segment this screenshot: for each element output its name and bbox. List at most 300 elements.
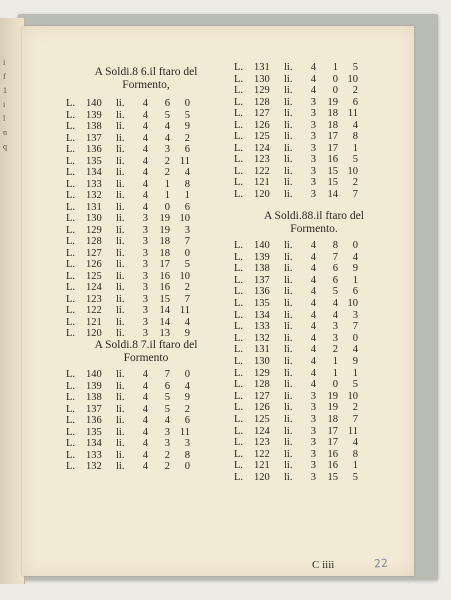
- cell-c: 4: [352, 119, 358, 131]
- cell-a: 4: [142, 201, 148, 213]
- facing-page-fragment: i: [3, 58, 6, 67]
- cell-li: li.: [284, 188, 293, 200]
- cell-a: 4: [310, 85, 316, 96]
- cell-a: 4: [142, 461, 148, 472]
- cell-a: 4: [310, 332, 316, 344]
- cell-num: 137: [86, 132, 102, 144]
- facing-page-fragment: 1: [3, 86, 7, 95]
- cell-l: L.: [234, 414, 244, 425]
- cell-li: li.: [284, 356, 293, 367]
- cell-l: L.: [234, 402, 244, 414]
- cell-b: 14: [159, 316, 170, 328]
- facing-page-fragment: q: [3, 142, 7, 151]
- facing-page-fragment: l: [3, 114, 6, 123]
- cell-b: 1: [332, 367, 338, 379]
- cell-num: 132: [254, 332, 270, 344]
- cell-b: 18: [327, 119, 338, 131]
- cell-b: 2: [332, 344, 338, 356]
- cell-b: 19: [327, 402, 338, 414]
- cell-b: 2: [164, 155, 170, 167]
- cell-li: li.: [116, 305, 125, 316]
- cell-b: 4: [332, 298, 338, 309]
- cell-l: L.: [66, 178, 76, 190]
- cell-num: 131: [254, 62, 270, 73]
- cell-b: 1: [332, 356, 338, 367]
- heading-line: Formento,: [122, 79, 170, 91]
- cell-b: 18: [159, 247, 170, 259]
- cell-b: 13: [159, 328, 170, 339]
- cell-b: 16: [327, 448, 338, 460]
- cell-num: 128: [86, 236, 102, 247]
- cell-li: li.: [116, 213, 125, 224]
- cell-l: L.: [66, 144, 76, 155]
- cell-b: 2: [164, 449, 170, 461]
- cell-li: li.: [116, 449, 125, 461]
- cell-num: 125: [254, 131, 270, 142]
- cell-b: 7: [164, 369, 170, 380]
- cell-a: 4: [310, 309, 316, 321]
- cell-c: 11: [347, 425, 358, 437]
- cell-c: 2: [184, 132, 190, 144]
- cell-l: L.: [66, 236, 76, 247]
- cell-li: li.: [284, 390, 293, 402]
- cell-l: L.: [234, 472, 244, 483]
- cell-l: L.: [234, 437, 244, 449]
- cell-num: 135: [86, 155, 102, 167]
- cell-b: 0: [332, 379, 338, 391]
- cell-a: 4: [142, 178, 148, 190]
- cell-a: 4: [310, 367, 316, 379]
- cell-c: 9: [184, 328, 190, 339]
- cell-num: 135: [254, 298, 270, 309]
- cell-li: li.: [116, 438, 125, 449]
- cell-num: 139: [86, 109, 102, 121]
- cell-l: L.: [66, 403, 76, 415]
- cell-b: 3: [332, 332, 338, 344]
- cell-b: 6: [332, 274, 338, 286]
- cell-l: L.: [234, 390, 244, 402]
- cell-l: L.: [66, 247, 76, 259]
- cell-c: 0: [184, 98, 190, 109]
- cell-num: 134: [254, 309, 270, 321]
- cell-l: L.: [234, 286, 244, 298]
- cell-c: 8: [352, 448, 358, 460]
- cell-c: 0: [352, 332, 358, 344]
- cell-li: li.: [284, 240, 293, 251]
- cell-l: L.: [66, 369, 76, 380]
- heading-soldi-88: [234, 210, 394, 236]
- cell-num: 128: [254, 96, 270, 108]
- cell-a: 4: [310, 240, 316, 251]
- cell-l: L.: [234, 298, 244, 309]
- cell-b: 6: [164, 98, 170, 109]
- cell-c: 5: [184, 259, 190, 270]
- cell-b: 4: [164, 121, 170, 132]
- cell-l: L.: [234, 131, 244, 142]
- cell-num: 125: [86, 270, 102, 282]
- cell-l: L.: [66, 109, 76, 121]
- cell-b: 0: [164, 201, 170, 213]
- cell-li: li.: [116, 190, 125, 201]
- cell-c: 2: [352, 177, 358, 188]
- cell-li: li.: [116, 293, 125, 305]
- cell-c: 8: [184, 449, 190, 461]
- cell-b: 0: [332, 85, 338, 96]
- cell-c: 5: [352, 154, 358, 165]
- cell-a: 4: [142, 426, 148, 438]
- cell-num: 131: [254, 344, 270, 356]
- cell-a: 3: [310, 414, 316, 425]
- cell-num: 128: [254, 379, 270, 391]
- cell-li: li.: [116, 121, 125, 132]
- cell-li: li.: [284, 425, 293, 437]
- cell-l: L.: [66, 282, 76, 293]
- cell-b: 17: [159, 259, 170, 270]
- cell-l: L.: [66, 201, 76, 213]
- cell-b: 1: [164, 190, 170, 201]
- cell-a: 4: [142, 98, 148, 109]
- cell-c: 4: [352, 251, 358, 263]
- cell-num: 138: [254, 263, 270, 275]
- cell-a: 4: [310, 251, 316, 263]
- cell-l: L.: [234, 96, 244, 108]
- cell-b: 2: [164, 167, 170, 178]
- cell-num: 120: [254, 188, 270, 200]
- cell-li: li.: [116, 426, 125, 438]
- cell-li: li.: [284, 344, 293, 356]
- cell-l: L.: [66, 438, 76, 449]
- cell-c: 3: [352, 309, 358, 321]
- cell-l: L.: [234, 108, 244, 119]
- cell-a: 4: [142, 449, 148, 461]
- cell-c: 10: [179, 270, 190, 282]
- cell-l: L.: [234, 274, 244, 286]
- cell-a: 3: [310, 460, 316, 472]
- cell-l: L.: [234, 356, 244, 367]
- cell-b: 8: [332, 240, 338, 251]
- cell-a: 4: [310, 263, 316, 275]
- cell-l: L.: [234, 188, 244, 200]
- cell-a: 3: [310, 188, 316, 200]
- cell-li: li.: [284, 298, 293, 309]
- cell-b: 17: [327, 425, 338, 437]
- cell-c: 2: [352, 85, 358, 96]
- cell-l: L.: [66, 449, 76, 461]
- cell-b: 16: [159, 270, 170, 282]
- cell-a: 4: [142, 438, 148, 449]
- cell-b: 17: [327, 437, 338, 449]
- cell-c: 2: [184, 282, 190, 293]
- cell-b: 7: [332, 251, 338, 263]
- cell-l: L.: [234, 344, 244, 356]
- cell-li: li.: [116, 144, 125, 155]
- cell-li: li.: [284, 367, 293, 379]
- cell-num: 130: [254, 73, 270, 85]
- cell-num: 136: [86, 144, 102, 155]
- cell-l: L.: [66, 415, 76, 426]
- cell-b: 5: [164, 403, 170, 415]
- cell-b: 14: [159, 305, 170, 316]
- cell-c: 5: [352, 379, 358, 391]
- cell-c: 0: [184, 369, 190, 380]
- cell-num: 135: [86, 426, 102, 438]
- cell-a: 3: [310, 154, 316, 165]
- cell-num: 140: [86, 98, 102, 109]
- cell-c: 10: [179, 213, 190, 224]
- cell-b: 3: [332, 321, 338, 333]
- heading-line: A Soldi.8 6.il ftaro del: [94, 66, 198, 78]
- cell-li: li.: [284, 437, 293, 449]
- cell-c: 1: [352, 367, 358, 379]
- cell-c: 10: [347, 73, 358, 85]
- cell-a: 4: [142, 380, 148, 392]
- cell-b: 18: [327, 108, 338, 119]
- cell-l: L.: [66, 259, 76, 270]
- cell-c: 9: [352, 356, 358, 367]
- pencil-folio-number: 22: [373, 556, 389, 571]
- cell-li: li.: [116, 98, 125, 109]
- cell-li: li.: [116, 403, 125, 415]
- cell-a: 4: [310, 73, 316, 85]
- cell-l: L.: [234, 321, 244, 333]
- cell-num: 125: [254, 414, 270, 425]
- cell-num: 129: [254, 367, 270, 379]
- cell-b: 5: [332, 286, 338, 298]
- cell-c: 5: [352, 62, 358, 73]
- cell-a: 3: [310, 96, 316, 108]
- cell-li: li.: [116, 201, 125, 213]
- cell-num: 140: [86, 369, 102, 380]
- cell-num: 126: [86, 259, 102, 270]
- cell-a: 4: [142, 121, 148, 132]
- cell-c: 6: [352, 96, 358, 108]
- cell-a: 4: [142, 109, 148, 121]
- cell-a: 4: [310, 344, 316, 356]
- cell-l: L.: [234, 62, 244, 73]
- cell-num: 122: [254, 448, 270, 460]
- cell-num: 134: [86, 167, 102, 178]
- cell-b: 19: [159, 224, 170, 236]
- cell-b: 16: [327, 460, 338, 472]
- cell-a: 3: [310, 402, 316, 414]
- cell-c: 8: [184, 178, 190, 190]
- cell-c: 6: [184, 201, 190, 213]
- cell-num: 124: [86, 282, 102, 293]
- cell-a: 4: [142, 155, 148, 167]
- heading-soldi-86: [66, 66, 226, 92]
- cell-li: li.: [116, 369, 125, 380]
- cell-c: 7: [352, 321, 358, 333]
- cell-li: li.: [284, 96, 293, 108]
- cell-li: li.: [116, 178, 125, 190]
- cell-l: L.: [234, 425, 244, 437]
- cell-a: 3: [142, 270, 148, 282]
- cell-a: 3: [142, 316, 148, 328]
- cell-l: L.: [234, 460, 244, 472]
- cell-c: 4: [184, 316, 190, 328]
- cell-num: 121: [254, 177, 270, 188]
- cell-li: li.: [116, 155, 125, 167]
- cell-num: 134: [86, 438, 102, 449]
- cell-li: li.: [284, 460, 293, 472]
- cell-li: li.: [116, 247, 125, 259]
- cell-l: L.: [66, 190, 76, 201]
- cell-l: L.: [66, 305, 76, 316]
- cell-num: 133: [86, 178, 102, 190]
- cell-l: L.: [234, 379, 244, 391]
- cell-li: li.: [284, 251, 293, 263]
- cell-l: L.: [234, 240, 244, 251]
- cell-c: 5: [184, 109, 190, 121]
- cell-c: 2: [352, 402, 358, 414]
- cell-num: 127: [86, 247, 102, 259]
- cell-c: 3: [184, 224, 190, 236]
- cell-b: 1: [164, 178, 170, 190]
- cell-li: li.: [284, 379, 293, 391]
- cell-a: 3: [310, 448, 316, 460]
- cell-a: 4: [310, 321, 316, 333]
- cell-b: 19: [159, 213, 170, 224]
- cell-b: 3: [164, 144, 170, 155]
- cell-num: 138: [86, 392, 102, 403]
- cell-num: 124: [254, 425, 270, 437]
- cell-b: 15: [159, 293, 170, 305]
- cell-b: 4: [164, 132, 170, 144]
- heading-line: A Soldi.88.il ftaro del: [264, 210, 364, 222]
- cell-b: 17: [327, 142, 338, 154]
- cell-c: 4: [352, 437, 358, 449]
- cell-c: 6: [352, 286, 358, 298]
- cell-a: 4: [310, 274, 316, 286]
- cell-c: 5: [352, 472, 358, 483]
- cell-num: 131: [86, 201, 102, 213]
- cell-a: 3: [142, 293, 148, 305]
- cell-c: 2: [184, 403, 190, 415]
- cell-li: li.: [284, 414, 293, 425]
- cell-a: 3: [142, 282, 148, 293]
- cell-a: 4: [310, 286, 316, 298]
- cell-l: L.: [234, 177, 244, 188]
- cell-li: li.: [116, 316, 125, 328]
- cell-c: 10: [347, 298, 358, 309]
- cell-b: 4: [332, 309, 338, 321]
- cell-num: 136: [86, 415, 102, 426]
- cell-c: 4: [184, 380, 190, 392]
- cell-c: 7: [352, 188, 358, 200]
- cell-a: 3: [142, 224, 148, 236]
- cell-li: li.: [284, 142, 293, 154]
- cell-b: 3: [164, 438, 170, 449]
- cell-num: 123: [86, 293, 102, 305]
- cell-a: 3: [142, 236, 148, 247]
- cell-num: 122: [254, 165, 270, 177]
- heading-line: Formento.: [290, 223, 338, 235]
- cell-a: 4: [142, 144, 148, 155]
- cell-num: 121: [254, 460, 270, 472]
- cell-num: 139: [254, 251, 270, 263]
- cell-num: 130: [86, 213, 102, 224]
- cell-a: 4: [142, 392, 148, 403]
- cell-c: 9: [352, 263, 358, 275]
- cell-num: 129: [86, 224, 102, 236]
- cell-num: 120: [254, 472, 270, 483]
- cell-l: L.: [66, 293, 76, 305]
- cell-a: 3: [310, 131, 316, 142]
- cell-c: 11: [347, 108, 358, 119]
- cell-l: L.: [66, 380, 76, 392]
- cell-num: 120: [86, 328, 102, 339]
- cell-a: 4: [142, 190, 148, 201]
- cell-li: li.: [284, 85, 293, 96]
- heading-line: Formento: [123, 352, 169, 364]
- cell-l: L.: [66, 167, 76, 178]
- cell-li: li.: [116, 380, 125, 392]
- cell-c: 4: [352, 344, 358, 356]
- facing-page-fragment: i: [3, 100, 6, 109]
- cell-num: 121: [86, 316, 102, 328]
- cell-li: li.: [116, 259, 125, 270]
- cell-c: 10: [347, 165, 358, 177]
- cell-li: li.: [284, 131, 293, 142]
- cell-c: 4: [184, 167, 190, 178]
- cell-a: 3: [142, 247, 148, 259]
- cell-a: 3: [142, 259, 148, 270]
- cell-b: 15: [327, 177, 338, 188]
- cell-a: 3: [142, 328, 148, 339]
- cell-num: 122: [86, 305, 102, 316]
- cell-b: 16: [159, 282, 170, 293]
- cell-li: li.: [116, 282, 125, 293]
- cell-b: 15: [327, 472, 338, 483]
- cell-l: L.: [66, 270, 76, 282]
- cell-li: li.: [284, 286, 293, 298]
- cell-l: L.: [66, 132, 76, 144]
- cell-c: 6: [184, 144, 190, 155]
- cell-li: li.: [116, 270, 125, 282]
- cell-c: 11: [179, 305, 190, 316]
- cell-l: L.: [234, 448, 244, 460]
- cell-l: L.: [234, 309, 244, 321]
- cell-l: L.: [234, 367, 244, 379]
- cell-li: li.: [284, 154, 293, 165]
- cell-a: 3: [142, 305, 148, 316]
- cell-l: L.: [234, 119, 244, 131]
- cell-l: L.: [66, 392, 76, 403]
- heading-soldi-87: [66, 339, 226, 365]
- cell-a: 4: [310, 298, 316, 309]
- cell-l: L.: [234, 251, 244, 263]
- cell-li: li.: [116, 132, 125, 144]
- cell-b: 14: [327, 188, 338, 200]
- cell-li: li.: [116, 461, 125, 472]
- cell-l: L.: [234, 165, 244, 177]
- cell-li: li.: [284, 321, 293, 333]
- cell-num: 137: [86, 403, 102, 415]
- cell-l: L.: [66, 461, 76, 472]
- cell-li: li.: [284, 62, 293, 73]
- cell-num: 138: [86, 121, 102, 132]
- cell-c: 0: [352, 240, 358, 251]
- cell-l: L.: [234, 332, 244, 344]
- cell-num: 132: [86, 461, 102, 472]
- cell-l: L.: [234, 154, 244, 165]
- cell-b: 6: [332, 263, 338, 275]
- cell-c: 9: [184, 121, 190, 132]
- cell-l: L.: [66, 316, 76, 328]
- cell-l: L.: [66, 328, 76, 339]
- cell-a: 4: [142, 403, 148, 415]
- cell-a: 3: [310, 425, 316, 437]
